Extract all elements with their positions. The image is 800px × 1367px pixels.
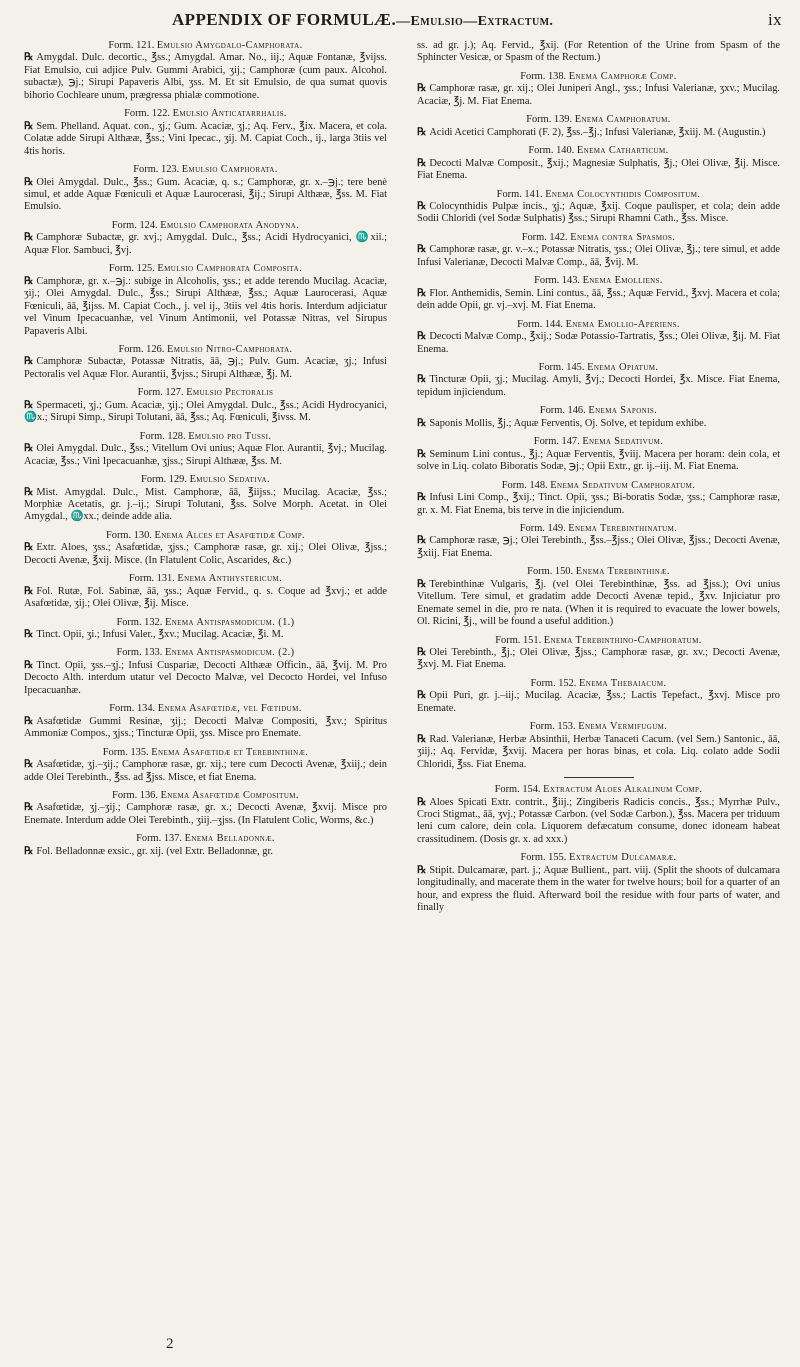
- header-subtitle: —Emulsio—Extractum.: [396, 14, 554, 29]
- formula-body: [24, 443, 387, 468]
- formula-body: [417, 449, 780, 474]
- formula-heading: [24, 747, 387, 759]
- formula-heading: [417, 145, 780, 157]
- formula-number: Form. 137.: [136, 833, 183, 845]
- formula-text: ss. ad gr. j.); Aq. Fervid., ℥xij. (For Retention of the Urine from Spasm of the Sphincter Vesicæ, or Spasm of the Rectum.): [417, 40, 780, 64]
- formula-number: Form. 142.: [521, 231, 568, 243]
- formula-number: Form. 135.: [102, 746, 149, 758]
- formula-number: Form. 123.: [133, 164, 180, 176]
- formula-heading: [24, 344, 387, 356]
- recipe-symbol: ℞: [417, 448, 427, 460]
- formula-text: Tincturæ Opii, ʒj.; Mucilag. Amyli, ℥vj.; Decocti Hordei, ℥x. Misce. Fiat Enema, tepidum injiciendum.: [417, 374, 780, 398]
- recipe-symbol: ℞: [417, 157, 427, 169]
- formula-name: Enema Sedativum.: [582, 436, 664, 448]
- formula-number: Form. 125.: [108, 263, 155, 275]
- recipe-symbol: ℞: [24, 845, 34, 857]
- formula-entry: [417, 71, 780, 108]
- formula-text: Aloes Spicati Extr. contrit., ℥iij.; Zingiberis Radicis concis., ℥ss.; Myrrhæ Pulv., Croci Stigmat., āā, ʒvj.; Potassæ Carbon. (vel Sodæ Carbon.), ℥ss. Macera per triduum leni cum calore, dein cola. Liquorem defæcatum consume, donec idoneam habeat crassitudinem. (Dosis gr. x. ad xxx.): [417, 796, 780, 845]
- recipe-symbol: ℞: [417, 287, 427, 299]
- formula-number: Form. 136.: [112, 790, 158, 802]
- formula-number: Form. 126.: [118, 343, 165, 355]
- formula-heading: [24, 431, 387, 443]
- formula-heading: [417, 678, 780, 690]
- formula-text: Mist. Amygdal. Dulc., Mist. Camphoræ, āā, ℥iijss.; Mucilag. Acaciæ, ℥ss.; Morphiæ Acetatis, gr. j.–ij.; Sirupi Tolutani, ℥ss. Solve Morph. Acetat. in Olei Amygdal., ♏xx.; deinde adde alia.: [24, 486, 387, 523]
- formula-entry: [24, 703, 387, 740]
- left-column: [24, 40, 387, 864]
- formula-body: [417, 647, 780, 672]
- formula-name: Enema Antihystericum.: [177, 573, 283, 585]
- formula-entry: [24, 431, 387, 468]
- formula-entry: [24, 474, 387, 524]
- recipe-symbol: ℞: [24, 629, 34, 641]
- formula-number: Form. 124.: [111, 219, 158, 231]
- formula-entry: [24, 108, 387, 158]
- formula-body: [417, 535, 780, 560]
- formula-body: [417, 797, 780, 847]
- recipe-symbol: ℞: [417, 492, 427, 504]
- header-title-line: [172, 10, 553, 30]
- formula-heading: [24, 164, 387, 176]
- formula-entry: [24, 344, 387, 381]
- formula-body: [417, 579, 780, 629]
- recipe-symbol: ℞: [24, 585, 34, 597]
- formula-name: Extractum Aloes Alkalinum Comp.: [543, 784, 703, 796]
- recipe-symbol: ℞: [417, 374, 427, 386]
- formula-number: Form. 154.: [494, 784, 541, 796]
- formula-name: Emulsio Camphorata Anodyna.: [160, 219, 300, 231]
- footer-page-number: 2: [166, 1336, 174, 1352]
- formula-heading: [417, 189, 780, 201]
- formula-body: [24, 660, 387, 697]
- formula-heading: [24, 387, 387, 399]
- formula-text: Spermaceti, ʒj.; Gum. Acaciæ, ʒij.; Olei Amygdal. Dulc., ℥ss.; Acidi Hydrocyanici, ♏x.; Sirupi Simp., Sirupi Tolutani, āā, ℥ss.; Aq. Fœniculi, ℥ivss. M.: [24, 399, 387, 424]
- header-title: APPENDIX OF FORMULÆ.: [172, 10, 397, 29]
- formula-heading: [417, 114, 780, 126]
- recipe-symbol: ℞: [24, 542, 34, 554]
- formula-number: Form. 132.: [116, 616, 163, 628]
- formula-entry: [24, 747, 387, 784]
- formula-heading: [24, 573, 387, 585]
- formula-number: Form. 144.: [517, 318, 563, 330]
- formula-entry: [24, 387, 387, 424]
- formula-heading: [417, 319, 780, 331]
- formula-heading: [24, 647, 387, 659]
- formula-number: Form. 151.: [495, 634, 542, 646]
- formula-body: [24, 846, 387, 858]
- formula-text: Extr. Aloes, ʒss.; Asafœtidæ, ʒjss.; Camphoræ rasæ, gr. xij.; Olei Olivæ, ℥jss.; Decocti Avenæ, ℥xij. Misce. (In Flatulent Colic, Ascarides, &c.): [24, 542, 387, 566]
- formula-heading: [24, 263, 387, 275]
- formula-body: [417, 331, 780, 356]
- formula-name: Emulsio Anticatarrhalis.: [172, 108, 287, 120]
- formula-body: [24, 542, 387, 567]
- formula-text: Fol. Belladonnæ exsic., gr. xij. (vel Extr. Belladonnæ, gr.: [36, 845, 273, 857]
- formula-number: Form. 155.: [520, 852, 567, 864]
- formula-text: Colocynthidis Pulpæ incis., ʒj.; Aquæ, ℥xij. Coque paulisper, et cola; dein adde Sodii Chloridi (vel Sodæ Sulphatis) ℥ss.; Sirupi Rhamni Cath., ℥ss. Misce.: [417, 200, 780, 225]
- formula-heading: [417, 566, 780, 578]
- formula-number: Form. 138.: [520, 70, 567, 82]
- formula-name: Enema Asafœtidæ Compositum.: [160, 790, 299, 802]
- formula-entry: [417, 405, 780, 430]
- formula-entry: [417, 566, 780, 628]
- recipe-symbol: ℞: [417, 535, 427, 547]
- formula-name: Enema Terebinthino-Camphoratum.: [543, 634, 702, 646]
- formula-entry: [417, 852, 780, 914]
- recipe-symbol: ℞: [24, 399, 34, 411]
- formula-number: Form. 122.: [124, 108, 171, 120]
- formula-body: [417, 418, 780, 430]
- formula-entry: [417, 523, 780, 560]
- formula-heading: [417, 784, 780, 796]
- formula-number: Form. 130.: [105, 529, 152, 541]
- formula-name: Enema Opiatum.: [587, 361, 659, 373]
- formula-name: Emulsio Nitro-Camphorata.: [166, 343, 293, 355]
- formula-text: Camphoræ, gr. x.–℈j.: subige in Alcoholis, ʒss.; et adde terendo Mucilag. Acaciæ, ʒij.; Olei Amygdal. Dulc., ℥ss.; Sirupi Althææ, ℥ss.; Aquæ Laurocerasi, Aquæ Fœniculi, āā, ℥ijss. M. Capiat Coch., j. vel ij., 3tiis vel 4tis horis. Interdum adjiciatur vel Vinum Ipecacuanhæ, vel Vinum Antimonii, vel Potassæ Nitras, vel Sirupus Papaveris Albi.: [24, 275, 387, 337]
- formula-entry: [24, 220, 387, 257]
- formula-entry: [24, 790, 387, 827]
- formula-heading: [417, 852, 780, 864]
- formula-heading: [417, 436, 780, 448]
- formula-heading: [417, 232, 780, 244]
- formula-text: Decocti Malvæ Comp., ℥xij.; Sodæ Potassio-Tartratis, ℥ss.; Olei Olivæ, ℥ij. M. Fiat Enema.: [417, 331, 780, 355]
- formula-name: Emulsio Amygdalo-Camphorata.: [156, 40, 303, 51]
- formula-name: Emulsio Camphorata.: [181, 164, 278, 176]
- formula-text: Flor. Anthemidis, Semin. Lini contus., āā, ℥ss.; Aquæ Fervid., ℥xvj. Macera et cola; dein adde Opii, gr. vj.–xvj. M. Fiat Enema.: [417, 287, 780, 312]
- formula-heading: [24, 703, 387, 715]
- recipe-symbol: ℞: [417, 331, 427, 343]
- formula-heading: [417, 480, 780, 492]
- running-header: [22, 8, 782, 34]
- formula-entry: [417, 635, 780, 672]
- formula-number: Form. 153.: [529, 721, 576, 733]
- formula-text: Asafœtidæ Gummi Resinæ, ʒij.; Decocti Malvæ Compositi, ℥xv.; Spiritus Ammoniæ Compos., ʒjss.; Tincturæ Opii, ʒss. Misce pro Enemate.: [24, 715, 387, 740]
- formula-text: Camphoræ Subactæ, Potassæ Nitratis, āā, ℈j.; Pulv. Gum. Acaciæ, ʒj.; Infusi Pectoralis vel Aquæ Flor. Aurantii, ℥vjss.; Sirupi Althææ, ℥j. M.: [24, 356, 387, 380]
- formula-name: Emulsio Sedativa.: [189, 474, 270, 486]
- formula-body: [417, 244, 780, 269]
- formula-text: Rad. Valerianæ, Herbæ Absinthii, Herbæ Tanaceti Cacum. (vel Sem.) Santonic., āā, ʒiij.; Aq. Fervidæ, ℥xvij. Macera per horas binas, et cola. Liq. colato adde Sodii Chloridi, ℥ss. Fiat Enema.: [417, 733, 780, 770]
- formula-name: Extractum Dulcamaræ.: [568, 852, 677, 864]
- formula-entry: [417, 232, 780, 269]
- formula-body: [417, 374, 780, 399]
- recipe-symbol: ℞: [24, 232, 34, 244]
- recipe-symbol: ℞: [24, 659, 34, 671]
- formula-text: Amygdal. Dulc. decortic., ℥ss.; Amygdal. Amar. No., iij.; Aquæ Fontanæ, ℥vijss. Fiat Emulsio, cui adjice Pulv. Gummi Arabici, ʒij.; Camphoræ (cum paux. Alcohol. subactæ), ℈j.; Sirupi Papaveris Albi, ʒss. M. Et sit Emulsio, de qua sumat quovis bihorio Cochleare unum, prægressa phialæ commotione.: [24, 52, 387, 101]
- formula-number: Form. 121.: [108, 40, 155, 51]
- formula-text: Olei Terebinth., ℥j.; Olei Olivæ, ℥jss.; Camphoræ rasæ, gr. xv.; Decocti Avenæ, ℥xvj. M. Fiat Enema.: [417, 647, 780, 671]
- formula-body: [417, 83, 780, 108]
- formula-entry: [24, 530, 387, 567]
- recipe-symbol: ℞: [24, 120, 34, 132]
- formula-name: Enema Antispasmodicum. (1.): [164, 616, 295, 628]
- formula-body: [24, 232, 387, 257]
- formula-name: Enema Colocynthidis Compositum.: [545, 188, 701, 200]
- formula-name: Enema Asafœtidæ, vel Fœtidum.: [157, 703, 302, 715]
- formula-number: Form. 127.: [137, 387, 184, 399]
- formula-body: [417, 127, 780, 139]
- formula-body: [417, 734, 780, 771]
- formula-number: Form. 143.: [534, 275, 580, 287]
- recipe-symbol: ℞: [417, 864, 427, 876]
- formula-name: Enema Asafœtidæ et Terebinthinæ.: [151, 746, 309, 758]
- formula-text: Olei Amygdal. Dulc., ℥ss.; Vitellum Ovi unius; Aquæ Flor. Aurantii, ℥vj.; Mucilag. Acaciæ, ℥ss.; Vini Ipecacuanhæ, ʒjss.; Sirupi Althææ, ℥ss. M.: [24, 443, 387, 467]
- formula-name: Enema Alces et Asafœtidæ Comp.: [154, 529, 306, 541]
- formula-name: Enema Thebaiacum.: [579, 677, 667, 689]
- formula-heading: [417, 71, 780, 83]
- formula-entry: [24, 164, 387, 214]
- formula-text: Decocti Malvæ Composit., ℥xij.; Magnesiæ Sulphatis, ℥j.; Olei Olivæ, ℥ij. Misce. Fiat Enema.: [417, 157, 780, 182]
- formula-heading: [24, 790, 387, 802]
- formula-name: Emulsio Pectoralis: [186, 387, 274, 399]
- right-column: [417, 40, 780, 921]
- formula-entry: [417, 145, 780, 182]
- recipe-symbol: ℞: [24, 802, 34, 814]
- formula-number: Form. 152.: [530, 677, 577, 689]
- formula-entry: [417, 480, 780, 517]
- formula-number: Form. 145.: [538, 361, 585, 373]
- formula-body: [24, 276, 387, 338]
- formula-body: [24, 177, 387, 214]
- formula-body: [24, 586, 387, 611]
- formula-number: Form. 148.: [501, 479, 548, 491]
- formula-text: Tinct. Opii, ʒss.–ʒj.; Infusi Cuspariæ, Decocti Althææ Officin., āā, ℥vij. M. Pro Decocto Alth. interdum utatur vel Decocto Malvæ, vel Decocto Hordei, vel Infuso Ipecacuanhæ.: [24, 659, 387, 696]
- formula-name: Enema Saponis.: [588, 405, 658, 417]
- formula-heading: [24, 220, 387, 232]
- formula-text: Acidi Acetici Camphorati (F. 2), ℥ss.–℥j.; Infusi Valerianæ, ℥xiij. M. (Augustin.): [429, 126, 766, 138]
- formula-heading: [24, 617, 387, 629]
- formula-entry: [417, 784, 780, 846]
- formula-number: Form. 129.: [141, 474, 187, 486]
- recipe-symbol: ℞: [24, 52, 34, 64]
- formula-text: Camphoræ Subactæ, gr. xvj.; Amygdal. Dulc., ℥ss.; Acidi Hydrocyanici, ♏xii.; Aquæ Flor. Sambuci, ℥vj.: [24, 232, 387, 256]
- formula-text: Sem. Phelland. Aquat. con., ʒj.; Gum. Acaciæ, ʒj.; Aq. Ferv., ℥ix. Macera, et cola. Colatæ adde Sirupi Althææ, ℥ss.; Vini Ipecac., ʒij. M. Capiat Coch., ij., larga 3tiis vel 4tis horis.: [24, 120, 387, 157]
- formula-entry: [24, 647, 387, 697]
- formula-name: Enema Camphoræ Comp.: [568, 70, 677, 82]
- formula-body: [417, 158, 780, 183]
- formula-heading: [417, 635, 780, 647]
- formula-number: Form. 134.: [109, 703, 156, 715]
- recipe-symbol: ℞: [417, 796, 427, 808]
- recipe-symbol: ℞: [417, 578, 427, 590]
- formula-body: [417, 288, 780, 313]
- formula-heading: [417, 275, 780, 287]
- formula-heading: [24, 833, 387, 845]
- recipe-symbol: ℞: [24, 356, 34, 368]
- header-page-number: ix: [767, 10, 782, 29]
- formula-number: Form. 133.: [116, 647, 163, 659]
- formula-entry: [417, 721, 780, 771]
- formula-entry: [417, 40, 780, 65]
- recipe-symbol: ℞: [417, 200, 427, 212]
- formula-text: Camphoræ rasæ, gr. v.–x.; Potassæ Nitratis, ʒss.; Olei Olivæ, ℥j.; tere simul, et adde Infusi Valerianæ, Decocti Malvæ Comp., āā, ℥vij. M.: [417, 244, 780, 268]
- formula-name: Enema Sedativum Camphoratum.: [550, 479, 696, 491]
- formula-name: Enema Catharticum.: [576, 145, 669, 157]
- formula-text: Saponis Mollis, ℥j.; Aquæ Ferventis, Oj. Solve, et tepidum exhibe.: [429, 417, 707, 429]
- formula-heading: [417, 362, 780, 374]
- formula-number: Form. 147.: [533, 436, 580, 448]
- formula-heading: [24, 108, 387, 120]
- formula-number: Form. 139.: [526, 114, 573, 126]
- formula-name: Enema Antispasmodicum. (2.): [164, 647, 295, 659]
- formula-entry: [24, 617, 387, 642]
- formula-name: Enema Belladonnæ.: [184, 833, 275, 845]
- recipe-symbol: ℞: [24, 443, 34, 455]
- formula-number: Form. 150.: [527, 566, 574, 578]
- recipe-symbol: ℞: [417, 647, 427, 659]
- formula-body: [417, 865, 780, 915]
- recipe-symbol: ℞: [417, 417, 427, 429]
- formula-name: Emulsio Camphorata Composita.: [157, 263, 303, 275]
- formula-entry: [24, 573, 387, 610]
- formula-text: Camphoræ rasæ, ℈j.; Olei Terebinth., ℥ss.–℥jss.; Olei Olivæ, ℥jss.; Decocti Avenæ, ℥xiij. Fiat Enema.: [417, 535, 780, 559]
- formula-name: Enema contra Spasmos.: [570, 231, 676, 243]
- section-divider: [564, 777, 634, 778]
- formula-body: [24, 121, 387, 158]
- recipe-symbol: ℞: [24, 486, 34, 498]
- formula-text: Camphoræ rasæ, gr. xij.; Olei Juniperi Angl., ʒss.; Infusi Valerianæ, ʒxv.; Mucilag. Acaciæ, ℥j. M. Fiat Enema.: [417, 83, 780, 107]
- formula-text: Stipit. Dulcamaræ, part. j.; Aquæ Bullient., part. viij. (Split the shoots of dulcamara longitudinally, and macerate them in the water for twelve hours; boil for a quarter of an hour, and express the fluid. Afterward boil the residue with four parts of water, and finally: [417, 864, 780, 914]
- formula-name: Enema Emolliens.: [582, 275, 663, 287]
- formula-heading: [417, 523, 780, 535]
- recipe-symbol: ℞: [24, 176, 34, 188]
- formula-text: Opii Puri, gr. j.–iij.; Mucilag. Acaciæ, ℥ss.; Lactis Tepefact., ℥xvj. Misce pro Enemate.: [417, 690, 780, 714]
- formula-name: Enema Camphoratum.: [574, 114, 671, 126]
- formula-body: [24, 759, 387, 784]
- formula-body: [24, 629, 387, 641]
- formula-text: Olei Amygdal. Dulc., ℥ss.; Gum. Acaciæ, q. s.; Camphoræ, gr. x.–℈j.; tere benè simul, et adde Aquæ Fœniculi et Aquæ Laurocerasi, ℥ij.; Sirupi Althææ, ℥ss. M. Fiat Emulsio.: [24, 176, 387, 213]
- formula-entry: [417, 319, 780, 356]
- recipe-symbol: ℞: [24, 715, 34, 727]
- formula-name: Enema Emollio-Aperiens.: [565, 318, 680, 330]
- formula-name: Emulsio pro Tussi.: [188, 430, 272, 442]
- formula-entry: [417, 436, 780, 473]
- formula-text: Asafœtidæ, ʒj.–ʒij.; Camphoræ rasæ, gr. x.; Decocti Avenæ, ℥xvij. Misce pro Enemate. Interdum adde Olei Terebinth., ʒiij.–ʒjss. (In Flatulent Colic, Worms, &c.): [24, 802, 387, 826]
- formula-heading: [24, 474, 387, 486]
- formula-number: Form. 140.: [528, 145, 575, 157]
- formula-body: [24, 356, 387, 381]
- formula-body: [24, 802, 387, 827]
- formula-body: [417, 201, 780, 226]
- formula-body: [417, 690, 780, 715]
- formula-entry: [417, 362, 780, 399]
- recipe-symbol: ℞: [24, 275, 34, 287]
- formula-number: Form. 128.: [139, 430, 186, 442]
- formula-heading: [417, 721, 780, 733]
- formula-text: Asafœtidæ, ʒj.–ʒij.; Camphoræ rasæ, gr. xij.; tere cum Decocti Avenæ, ℥xiij.; dein adde Olei Terebinth., ℥ss. ad ℥jss. Misce, et fiat Enema.: [24, 759, 387, 783]
- formula-entry: [417, 114, 780, 139]
- formula-text: Seminum Lini contus., ℥j.; Aquæ Ferventis, ℥viij. Macera per horam: dein cola, et solve in Liq. colato Biboratis Sodæ, ℈j.; Opii Extr., gr. ij.–iij. M. Fiat Enema.: [417, 448, 780, 473]
- formula-body: [417, 492, 780, 517]
- formula-text: Infusi Lini Comp., ℥xij.; Tinct. Opii, ʒss.; Bi-boratis Sodæ, ʒss.; Camphoræ rasæ, gr. x. M. Fiat Enema, bis terve in die injiciendum.: [417, 492, 780, 516]
- formula-body: [417, 40, 780, 65]
- formula-name: Enema Terebinthinæ.: [575, 566, 670, 578]
- formula-entry: [24, 40, 387, 102]
- formula-text: Terebinthinæ Vulgaris, ℥j. (vel Olei Terebinthinæ, ℥ss. ad ℥jss.); Ovi unius Vitellum. Tere simul, et gradatim adde Decocti Avenæ tepid., ℥xv. Injiciatur pro Enemate semel in die, pro re nata. (When it is required to evacuate the lower bowels, Ol. Ricini, ℥j., will be found a useful addition.): [417, 578, 780, 628]
- recipe-symbol: ℞: [417, 690, 427, 702]
- formula-number: Form. 146.: [539, 405, 586, 417]
- formula-body: [24, 400, 387, 425]
- formula-body: [24, 716, 387, 741]
- formula-number: Form. 131.: [128, 573, 175, 585]
- recipe-symbol: ℞: [24, 759, 34, 771]
- recipe-symbol: ℞: [417, 83, 427, 95]
- formula-entry: [24, 263, 387, 338]
- recipe-symbol: ℞: [417, 126, 427, 138]
- formula-number: Form. 149.: [519, 522, 566, 534]
- formula-entry: [417, 275, 780, 312]
- formula-entry: [417, 678, 780, 715]
- formula-entry: [417, 189, 780, 226]
- formula-body: [24, 487, 387, 524]
- formula-number: Form. 141.: [496, 188, 543, 200]
- recipe-symbol: ℞: [417, 244, 427, 256]
- formula-text: Fol. Rutæ, Fol. Sabinæ, āā, ʒss.; Aquæ Fervid., q. s. Coque ad ℥xvj.; et adde Asafœtidæ, ʒij.; Olei Olivæ, ℥ij. Misce.: [24, 585, 387, 610]
- formula-heading: [24, 40, 387, 52]
- formula-body: [24, 52, 387, 102]
- formula-name: Enema Vermifugum.: [578, 721, 668, 733]
- formula-name: Enema Terebinthinatum.: [568, 522, 678, 534]
- formula-entry: [24, 833, 387, 858]
- formula-heading: [24, 530, 387, 542]
- recipe-symbol: ℞: [417, 733, 427, 745]
- formula-heading: [417, 405, 780, 417]
- formula-text: Tinct. Opii, ʒi.; Infusi Valer., ℥xv.; Mucilag. Acaciæ, ℥i. M.: [36, 629, 284, 641]
